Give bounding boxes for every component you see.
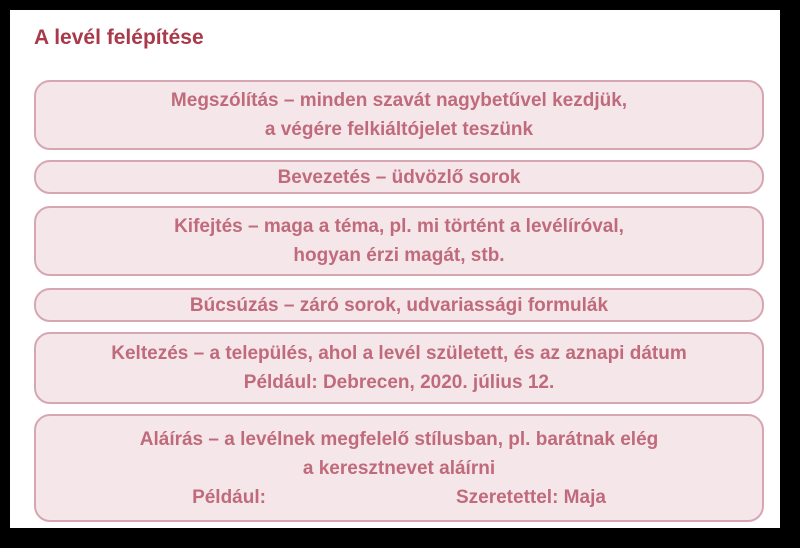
section-body [34,206,764,276]
section-text-line: Aláírás – a levélnek megfelelő stílusban, pl. barátnak elég [139,428,659,450]
section-text-line: Megszólítás – minden szavát nagybetűvel kezdjük, [170,90,628,111]
example-label: Például: [192,486,266,508]
section-greeting [34,80,764,150]
section-text-line: a végére felkiáltójelet teszünk [264,119,534,140]
section-text-line: hogyan érzi magát, stb. [293,245,505,266]
section-farewell [34,288,764,322]
example-value: Szeretettel: Maja [455,486,606,508]
letter-structure-panel [10,10,780,528]
section-text-line: Bevezetés – üdvözlő sorok [277,166,521,188]
signature-example-row [36,483,762,512]
section-dating [34,332,764,404]
panel-title: A levél felépítése [34,26,204,49]
section-text-line: Keltezés – a település, ahol a levél született, és az aznapi dátum [111,343,687,364]
section-text-line: Búcsúzás – záró sorok, udvariassági formulák [189,294,609,316]
section-text-line: Kifejtés – maga a téma, pl. mi történt a levélíróval, [174,216,624,237]
section-text-line: a keresztnevet aláírni [302,457,496,479]
section-introduction [34,160,764,194]
section-signature [34,414,764,522]
section-text-line: Például: Debrecen, 2020. július 12. [243,372,555,393]
